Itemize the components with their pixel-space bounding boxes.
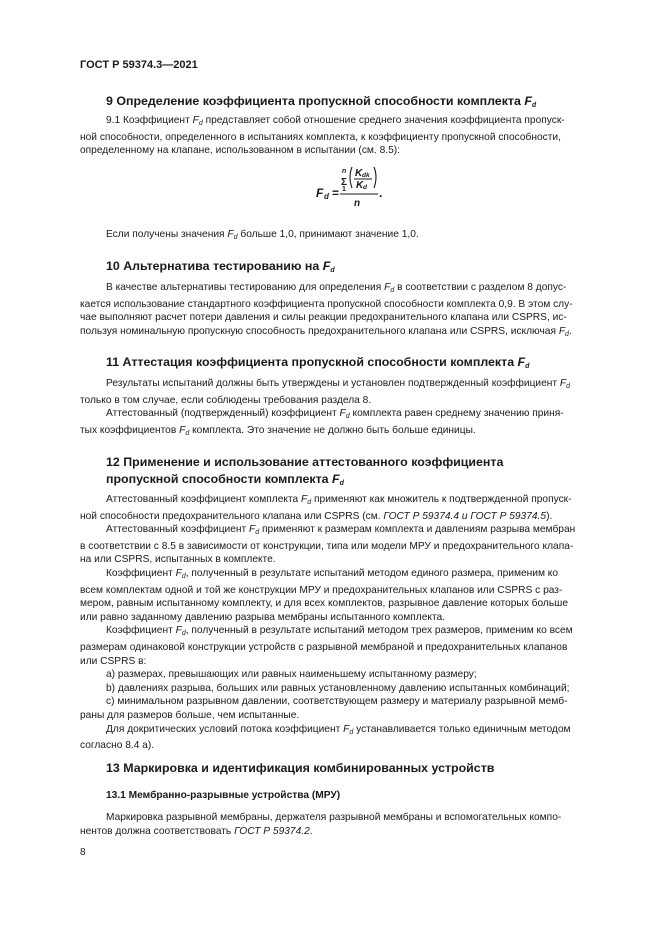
page-number: 8 [80, 847, 86, 858]
svg-text:K: K [355, 168, 363, 179]
svg-text:=: = [332, 186, 340, 200]
svg-text:n: n [354, 198, 361, 209]
formula-fd [316, 165, 406, 209]
section-11-paragraph: Результаты испытаний должны быть утверждены и установлен подтвержденный коэффициент $F_d$ только в том случае, если соблюдены требования раздела 8. Аттестованный (подтвержденный) коэффициент $F_d$ комплекта равен среднему значению приня- тых коэффициентов $F_d$ комплекта. Это значение не должно быть больше единицы. [80, 378, 571, 437]
section-9-paragraph: 9.1 Коэффициент $F_d$ представляет собой отношение среднего значения коэффициента пропуск- ной способности, определенного в испытаниях комплекта, к коэффициенту пропускной способности, определенному на клапане, использованном в испытании (см. 8.5): [80, 115, 565, 157]
section-10-title: 10 Альтернатива тестированию на $F_d$ [106, 259, 335, 274]
svg-text:dk: dk [362, 172, 370, 179]
svg-text:K: K [356, 180, 364, 191]
svg-text:.: . [379, 186, 383, 200]
svg-text:1: 1 [342, 186, 346, 193]
section-10-paragraph: В качестве альтернативы тестированию для определения $F_d$ в соответствии с разделом 8 допус- кается использование стандартного коэффициента пропускной способности комплекта 0,9. В этом слу- чае выполняют расчет потери давления и силы реакции предохранительного клапана или CSPRS, ис- пользуя номинальную пропускную способность предохранительного клапана или CSPRS, исключая $F_d$. [80, 282, 573, 338]
svg-text:d: d [363, 184, 367, 191]
section-12-title: 12 Применение и использование аттестованного коэффициента пропускной способности комплекта $F_d$ [106, 455, 504, 487]
section-11-title: 11 Аттестация коэффициента пропускной способности комплекта $F_d$ [106, 355, 530, 370]
section-12-paragraph: Аттестованный коэффициент комплекта $F_d$ применяют как множитель к подтвержденной пропуск- ной способности предохранительного клапана или CSPRS (см. ГОСТ Р 59374.4 и ГОСТ Р 59374.5). Аттестованный коэффициент $F_d$ применяют к размерам комплекта и давлениям разрыва мембран в соответствии с 8.5 в зависимости от конструкции, типа или модели МРУ и предохранительного клапа- на или CSPRS, испытанных в комплекте. Коэффициент $F_d$, полученный в результате испытаний методом единого размера, применим ко всем комплектам одной и той же конструкции МРУ и предохранительных клапанов или CSPRS с раз- мером, равным испытанному комплекту, и для всех комплектов, разрывное давление которых больше или равно заданному давлению разрыва мембраны испытанного комплекта. Коэффициент $F_d$, полученный в результате испытаний методом трех размеров, применим ко всем размерам одинаковой конструкции устройств с разрывной мембраной и предохранительных клапанов или CSPRS в: а) размерах, превышающих или равных наименьшему испытанному размеру; b) давлениях разрыва, больших или равных установленному давлению испытанных комбинаций; с) минимальном разрывном давлении, соответствующем размеру и материалу разрывной мемб- раны для размеров больше, чем испытанные. Для докритических условий потока коэффициент $F_d$ устанавливается только единичным методом согласно 8.4 а). [80, 494, 576, 752]
svg-text:d: d [324, 192, 329, 201]
svg-text:n: n [342, 168, 347, 175]
section-13-title: 13 Маркировка и идентификация комбинированных устройств [106, 761, 495, 775]
section-9-title: 9 Определение коэффициента пропускной способности комплекта $F_d$ [106, 94, 537, 109]
section-13-1-subtitle: 13.1 Мембранно-разрывные устройства (МРУ) [106, 790, 341, 801]
document-header: ГОСТ Р 59374.3—2021 [80, 59, 198, 71]
section-9-note: Если получены значения $F_d$ больше 1,0, принимают значение 1,0. [106, 229, 419, 241]
svg-text:F: F [316, 186, 324, 200]
svg-text:Σ: Σ [341, 177, 348, 188]
section-13-paragraph: Маркировка разрывной мембраны, держателя разрывной мембраны и вспомогательных компо- нентов должна соответствовать ГОСТ Р 59374.2. [80, 812, 562, 837]
